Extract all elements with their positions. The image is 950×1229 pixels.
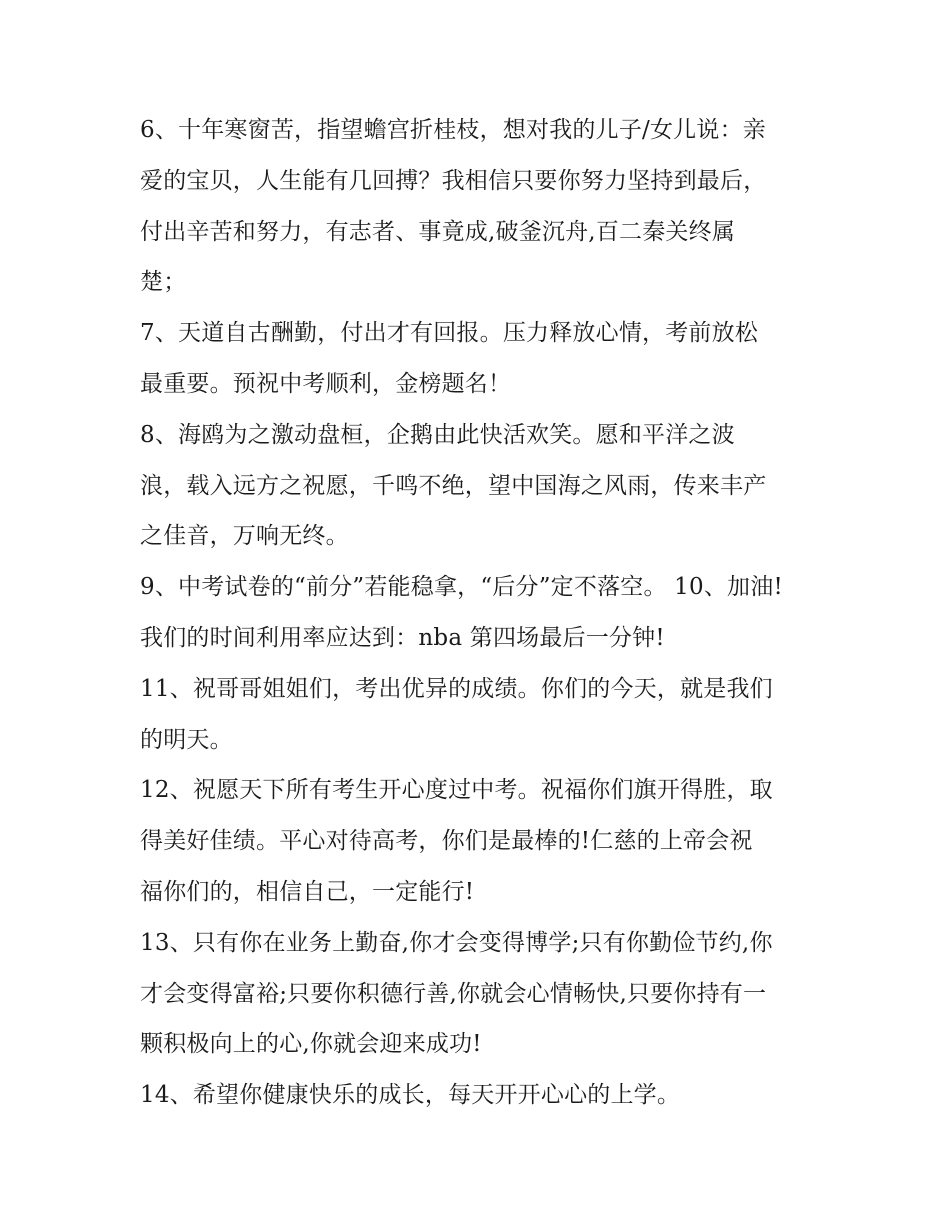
text-line-13: 的明天。 — [140, 726, 233, 753]
text-line-1: 6、十年寒窗苦，指望蟾宫折桂枝，想对我的儿子/女儿说：亲 — [140, 117, 766, 143]
text-line-14: 12、祝愿天下所有考生开心度过中考。祝福你们旗开得胜，取 — [140, 777, 773, 804]
text-line-17: 13、只有你在业务上勤奋,你才会变得博学;只有你勤俭节约,你 — [140, 929, 773, 956]
document-body — [140, 105, 815, 1121]
text-line-11: 我们的时间利用率应达到：nba 第四场最后一分钟! — [140, 624, 665, 651]
text-line-4: 楚； — [140, 269, 187, 296]
text-line-2: 爱的宝贝，人生能有几回搏？我相信只要你努力坚持到最后， — [140, 167, 767, 194]
text-line-19: 颗积极向上的心,你就会迎来成功! — [140, 1031, 482, 1058]
text-line-15: 得美好佳绩。平心对待高考，你们是最棒的!仁慈的上帝会祝 — [140, 828, 753, 855]
text-line-3: 付出辛苦和努力，有志者、事竟成,破釜沉舟,百二秦关终属 — [140, 218, 736, 245]
text-line-5: 7、天道自古酬勤，付出才有回报。压力释放心情，考前放松 — [140, 320, 759, 347]
text-line-16: 福你们的，相信自己，一定能行! — [140, 878, 475, 905]
text-line-18: 才会变得富裕;只要你积德行善,你就会心情畅快,只要你持有一 — [140, 980, 767, 1007]
text-line-6: 最重要。预祝中考顺利，金榜题名！ — [140, 370, 512, 397]
text-line-8: 浪，载入远方之祝愿，千鸣不绝，望中国海之风雨，传来丰产 — [140, 472, 767, 499]
text-line-9: 之佳音，万响无终。 — [140, 523, 349, 550]
text-line-7: 8、海鸥为之激动盘桓，企鹅由此快活欢笑。愿和平洋之波 — [140, 421, 735, 448]
text-line-10: 9、中考试卷的“前分”若能稳拿，“后分”定不落空。 10、加油! — [140, 574, 783, 601]
text-line-20: 14、希望你健康快乐的成长，每天开开心心的上学。 — [140, 1082, 681, 1109]
text-line-12: 11、祝哥哥姐姐们，考出优异的成绩。你们的今天，就是我们 — [140, 675, 773, 702]
